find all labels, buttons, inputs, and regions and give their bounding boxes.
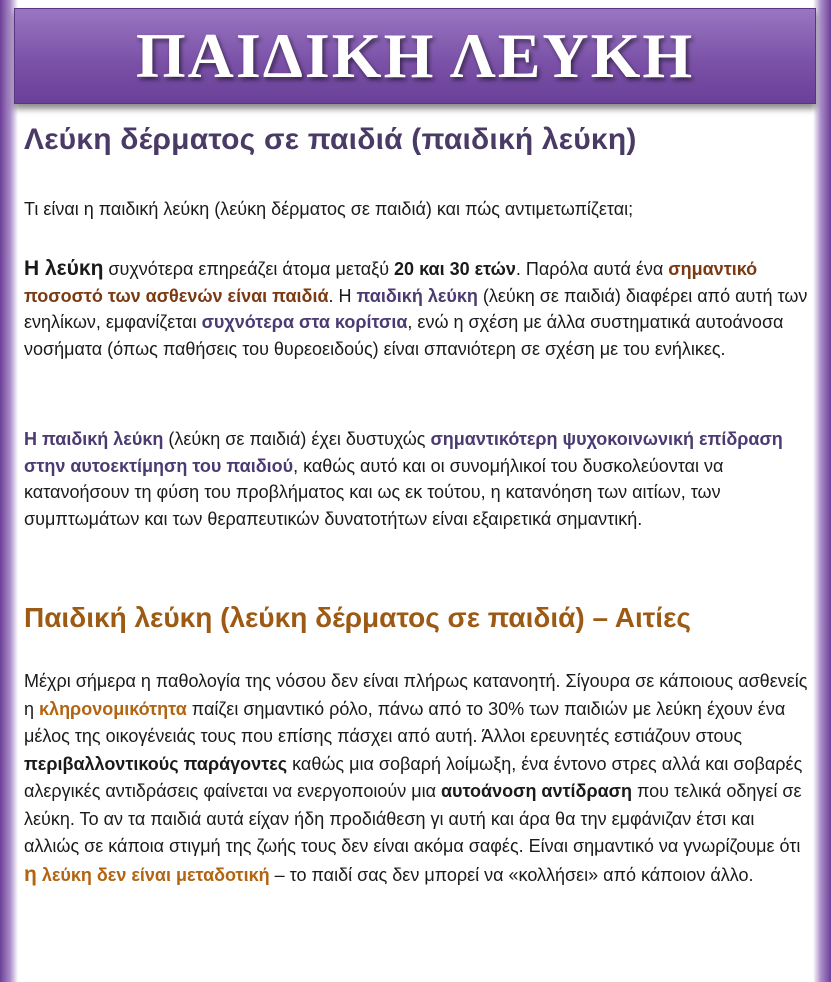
- highlight-text: σημαντικό ποσοστό των ασθενών είναι παιδιά: [24, 259, 758, 306]
- page-title: ΠΑΙΔΙΚΗ ΛΕΥΚΗ: [135, 20, 695, 91]
- body-text: (λεύκη σε παιδιά) διαφέρει από αυτή των ενηλίκων, εμφανίζεται: [24, 285, 808, 332]
- section-heading-vitiligo-children: Λεύκη δέρματος σε παιδιά (παιδική λεύκη): [24, 123, 637, 156]
- paragraph-prevalence: [24, 256, 814, 362]
- body-text: παίζει σημαντικό ρόλο, πάνω από το 30% των παιδιών με λεύκη έχουν ένα μέλος της οικογένειάς τους που επίσης πάσχει από αυτή. Άλλοι ερευνητές εστιάζουν στους: [24, 698, 786, 746]
- title-banner: [14, 8, 816, 104]
- content-area: [24, 118, 814, 886]
- body-text: συχνότερα επηρεάζει άτομα μεταξύ: [103, 259, 395, 279]
- body-text: . Παρόλα αυτά ένα: [515, 259, 669, 279]
- emphasis-text: Η λεύκη: [24, 257, 104, 280]
- emphasis-text: αυτοάνοση αντίδραση: [440, 781, 632, 801]
- section-causes: [24, 598, 691, 638]
- body-text: , καθώς αυτό και οι συνομήλικοί του δυσκολεύονται να κατανοήσουν τη φύση του προβλήματος και ως εκ τούτου, η κατανόηση των αιτίων, των συμπτωμάτων και των θεραπευτικών δυνατοτήτων είναι εξαιρετικά σημαντική.: [24, 455, 724, 529]
- emphasis-text: 20 και 30 ετών: [394, 259, 516, 279]
- highlight-text: η: [24, 862, 37, 886]
- highlight-text: παιδική λεύκη: [356, 285, 478, 306]
- highlight-text: λεύκη δεν είναι μεταδοτική: [36, 864, 270, 885]
- emphasis-text: περιβαλλοντικούς παράγοντες: [24, 753, 288, 774]
- body-text: που τελικά οδηγεί σε λεύκη. Το αν τα παιδιά αυτά είχαν ήδη προδιάθεση γι αυτή και άρα θα την εμφάνιζαν έτσι και αλλιώς σε κάποια στιγμή της ζωής τους δεν είναι ακόμα σαφές. Είναι σημαντικό να γνωρίζουμε ότι: [24, 781, 802, 856]
- body-text: Μέχρι σήμερα η παθολογία της νόσου δεν είναι πλήρως κατανοητή. Σίγουρα σε κάποιους ασθενείς η: [24, 671, 808, 719]
- section-heading-causes: Παιδική λεύκη (λεύκη δέρματος σε παιδιά) – Αιτίες: [24, 602, 691, 633]
- intro-question: Τι είναι η παιδική λεύκη (λεύκη δέρματος σε παιδιά) και πώς αντιμετωπίζεται;: [24, 199, 634, 219]
- highlight-text: κληρονομικότητα: [39, 698, 187, 719]
- body-text: . Η: [328, 285, 357, 306]
- body-text: (λεύκη σε παιδιά) έχει δυστυχώς: [163, 429, 431, 449]
- highlight-text: σημαντικότερη ψυχοκοινωνική επίδραση στην αυτοεκτίμηση του παιδιού: [24, 429, 783, 476]
- body-text: – το παιδί σας δεν μπορεί να «κολλήσει» από κάποιον άλλο.: [269, 864, 754, 885]
- paragraph-psychosocial: [24, 426, 814, 532]
- body-text: καθώς μια σοβαρή λοίμωξη, ένα έντονο στρες αλλά και σοβαρές αλεργικές αντιδράσεις φαίνεται να ενεργοποιούν μια: [24, 753, 803, 801]
- highlight-text: συχνότερα στα κορίτσια: [201, 312, 408, 332]
- paragraph-causes: [24, 668, 814, 889]
- body-text: , ενώ η σχέση με άλλα συστηματικά αυτοάνοσα νοσήματα (όπως παθήσεις του θυρεοειδούς) είναι σπανιότερη σε σχέση με του ενήλικες.: [24, 312, 784, 359]
- highlight-text: Η παιδική λεύκη: [24, 429, 164, 449]
